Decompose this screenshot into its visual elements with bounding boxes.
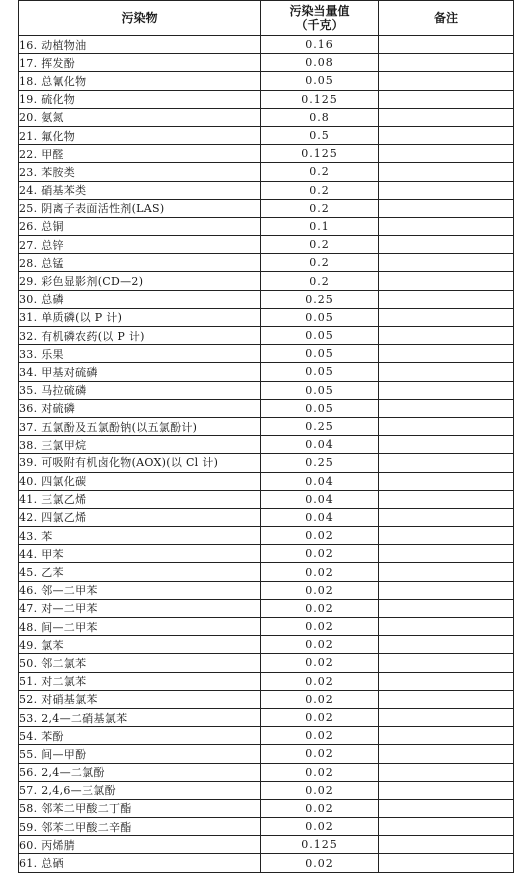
pollutant-name-cell: 42. 四氯乙烯 bbox=[19, 508, 261, 526]
equivalent-value-cell: 0.02 bbox=[261, 672, 379, 690]
pollutant-name-cell: 31. 单质磷(以 P 计) bbox=[19, 308, 261, 326]
table-row bbox=[19, 363, 514, 381]
note-cell bbox=[379, 690, 514, 708]
equivalent-value-cell: 0.05 bbox=[261, 327, 379, 345]
pollutant-name-cell: 29. 彩色显影剂(CD—2) bbox=[19, 272, 261, 290]
note-cell bbox=[379, 563, 514, 581]
table-row bbox=[19, 72, 514, 90]
pollutant-name-cell: 57. 2,4,6—三氯酚 bbox=[19, 781, 261, 799]
note-cell bbox=[379, 527, 514, 545]
note-cell bbox=[379, 672, 514, 690]
table-row bbox=[19, 490, 514, 508]
equivalent-value-cell: 0.125 bbox=[261, 145, 379, 163]
note-cell bbox=[379, 599, 514, 617]
pollutant-name-cell: 16. 动植物油 bbox=[19, 36, 261, 54]
pollutant-name-cell: 46. 邻—二甲苯 bbox=[19, 581, 261, 599]
note-cell bbox=[379, 818, 514, 836]
table-row bbox=[19, 290, 514, 308]
pollutant-name-cell: 37. 五氯酚及五氯酚钠(以五氯酚计) bbox=[19, 417, 261, 435]
equivalent-value-cell: 0.2 bbox=[261, 236, 379, 254]
table-row bbox=[19, 763, 514, 781]
table-row bbox=[19, 745, 514, 763]
table-row bbox=[19, 454, 514, 472]
header-note: 备注 bbox=[379, 1, 514, 36]
equivalent-value-cell: 0.04 bbox=[261, 472, 379, 490]
equivalent-value-cell: 0.2 bbox=[261, 181, 379, 199]
pollutant-name-cell: 48. 间—二甲苯 bbox=[19, 618, 261, 636]
equivalent-value-cell: 0.16 bbox=[261, 36, 379, 54]
note-cell bbox=[379, 199, 514, 217]
note-cell bbox=[379, 126, 514, 144]
table-row bbox=[19, 345, 514, 363]
table-row bbox=[19, 381, 514, 399]
equivalent-value-cell: 0.02 bbox=[261, 527, 379, 545]
table-row bbox=[19, 545, 514, 563]
pollutant-name-cell: 23. 苯胺类 bbox=[19, 163, 261, 181]
pollutant-name-cell: 39. 可吸附有机卤化物(AOX)(以 Cl 计) bbox=[19, 454, 261, 472]
header-equivalent-line2: （千克） bbox=[295, 18, 344, 32]
equivalent-value-cell: 0.04 bbox=[261, 490, 379, 508]
pollutant-name-cell: 47. 对—二甲苯 bbox=[19, 599, 261, 617]
pollutant-name-cell: 49. 氯苯 bbox=[19, 636, 261, 654]
table-row bbox=[19, 799, 514, 817]
table-row bbox=[19, 854, 514, 872]
table-row bbox=[19, 108, 514, 126]
equivalent-value-cell: 0.02 bbox=[261, 545, 379, 563]
pollutant-name-cell: 34. 甲基对硫磷 bbox=[19, 363, 261, 381]
note-cell bbox=[379, 381, 514, 399]
table-body bbox=[19, 36, 514, 873]
equivalent-value-cell: 0.02 bbox=[261, 618, 379, 636]
equivalent-value-cell: 0.02 bbox=[261, 563, 379, 581]
note-cell bbox=[379, 490, 514, 508]
table-row bbox=[19, 781, 514, 799]
equivalent-value-cell: 0.02 bbox=[261, 636, 379, 654]
note-cell bbox=[379, 763, 514, 781]
note-cell bbox=[379, 472, 514, 490]
note-cell bbox=[379, 654, 514, 672]
table-row bbox=[19, 672, 514, 690]
note-cell bbox=[379, 272, 514, 290]
note-cell bbox=[379, 836, 514, 854]
equivalent-value-cell: 0.05 bbox=[261, 363, 379, 381]
table-row bbox=[19, 327, 514, 345]
table-row bbox=[19, 236, 514, 254]
note-cell bbox=[379, 745, 514, 763]
table-row bbox=[19, 581, 514, 599]
equivalent-value-cell: 0.04 bbox=[261, 508, 379, 526]
equivalent-value-cell: 0.25 bbox=[261, 417, 379, 435]
pollutant-name-cell: 61. 总硒 bbox=[19, 854, 261, 872]
note-cell bbox=[379, 454, 514, 472]
equivalent-value-cell: 0.125 bbox=[261, 90, 379, 108]
note-cell bbox=[379, 90, 514, 108]
equivalent-value-cell: 0.08 bbox=[261, 54, 379, 72]
pollutant-name-cell: 21. 氟化物 bbox=[19, 126, 261, 144]
note-cell bbox=[379, 436, 514, 454]
equivalent-value-cell: 0.2 bbox=[261, 272, 379, 290]
equivalent-value-cell: 0.02 bbox=[261, 581, 379, 599]
equivalent-value-cell: 0.8 bbox=[261, 108, 379, 126]
equivalent-value-cell: 0.02 bbox=[261, 763, 379, 781]
equivalent-value-cell: 0.04 bbox=[261, 436, 379, 454]
header-pollutant: 污染物 bbox=[19, 1, 261, 36]
table-row bbox=[19, 599, 514, 617]
table-row bbox=[19, 654, 514, 672]
note-cell bbox=[379, 290, 514, 308]
note-cell bbox=[379, 636, 514, 654]
table-row bbox=[19, 36, 514, 54]
table-row bbox=[19, 308, 514, 326]
table-row bbox=[19, 527, 514, 545]
pollutant-name-cell: 52. 对硝基氯苯 bbox=[19, 690, 261, 708]
pollutant-name-cell: 18. 总氰化物 bbox=[19, 72, 261, 90]
pollutant-name-cell: 28. 总锰 bbox=[19, 254, 261, 272]
pollutant-name-cell: 44. 甲苯 bbox=[19, 545, 261, 563]
pollutant-name-cell: 60. 丙烯腈 bbox=[19, 836, 261, 854]
table-row bbox=[19, 618, 514, 636]
note-cell bbox=[379, 708, 514, 726]
note-cell bbox=[379, 54, 514, 72]
pollutant-name-cell: 53. 2,4—二硝基氯苯 bbox=[19, 708, 261, 726]
pollutant-name-cell: 40. 四氯化碳 bbox=[19, 472, 261, 490]
equivalent-value-cell: 0.02 bbox=[261, 708, 379, 726]
note-cell bbox=[379, 72, 514, 90]
header-equivalent-value bbox=[261, 1, 379, 36]
pollutant-name-cell: 24. 硝基苯类 bbox=[19, 181, 261, 199]
pollutant-name-cell: 25. 阴离子表面活性剂(LAS) bbox=[19, 199, 261, 217]
table-row bbox=[19, 563, 514, 581]
pollutant-name-cell: 58. 邻苯二甲酸二丁酯 bbox=[19, 799, 261, 817]
equivalent-value-cell: 0.02 bbox=[261, 690, 379, 708]
note-cell bbox=[379, 108, 514, 126]
pollutant-name-cell: 32. 有机磷农药(以 P 计) bbox=[19, 327, 261, 345]
pollutant-name-cell: 27. 总锌 bbox=[19, 236, 261, 254]
table-row bbox=[19, 818, 514, 836]
pollutant-name-cell: 41. 三氯乙烯 bbox=[19, 490, 261, 508]
pollutant-name-cell: 55. 间—甲酚 bbox=[19, 745, 261, 763]
note-cell bbox=[379, 508, 514, 526]
table-row bbox=[19, 126, 514, 144]
table-row bbox=[19, 836, 514, 854]
pollutant-name-cell: 50. 邻二氯苯 bbox=[19, 654, 261, 672]
table-row bbox=[19, 199, 514, 217]
equivalent-value-cell: 0.05 bbox=[261, 399, 379, 417]
pollutant-name-cell: 38. 三氯甲烷 bbox=[19, 436, 261, 454]
pollutant-name-cell: 51. 对二氯苯 bbox=[19, 672, 261, 690]
pollutant-name-cell: 45. 乙苯 bbox=[19, 563, 261, 581]
table-row bbox=[19, 436, 514, 454]
note-cell bbox=[379, 217, 514, 235]
pollutant-name-cell: 35. 马拉硫磷 bbox=[19, 381, 261, 399]
table-row bbox=[19, 636, 514, 654]
note-cell bbox=[379, 618, 514, 636]
note-cell bbox=[379, 417, 514, 435]
pollutant-equivalent-table bbox=[18, 0, 514, 873]
table-row bbox=[19, 508, 514, 526]
pollutant-name-cell: 56. 2,4—二氯酚 bbox=[19, 763, 261, 781]
note-cell bbox=[379, 254, 514, 272]
table-row bbox=[19, 145, 514, 163]
note-cell bbox=[379, 236, 514, 254]
note-cell bbox=[379, 581, 514, 599]
note-cell bbox=[379, 854, 514, 872]
table-row bbox=[19, 90, 514, 108]
note-cell bbox=[379, 145, 514, 163]
table-row bbox=[19, 727, 514, 745]
equivalent-value-cell: 0.125 bbox=[261, 836, 379, 854]
table-row bbox=[19, 163, 514, 181]
note-cell bbox=[379, 727, 514, 745]
pollutant-name-cell: 54. 苯酚 bbox=[19, 727, 261, 745]
pollutant-name-cell: 59. 邻苯二甲酸二辛酯 bbox=[19, 818, 261, 836]
note-cell bbox=[379, 345, 514, 363]
pollutant-name-cell: 36. 对硫磷 bbox=[19, 399, 261, 417]
table-row bbox=[19, 417, 514, 435]
note-cell bbox=[379, 363, 514, 381]
table-row bbox=[19, 399, 514, 417]
note-cell bbox=[379, 181, 514, 199]
equivalent-value-cell: 0.5 bbox=[261, 126, 379, 144]
pollutant-name-cell: 26. 总铜 bbox=[19, 217, 261, 235]
pollutant-name-cell: 33. 乐果 bbox=[19, 345, 261, 363]
pollutant-name-cell: 22. 甲醛 bbox=[19, 145, 261, 163]
table-row bbox=[19, 272, 514, 290]
equivalent-value-cell: 0.02 bbox=[261, 818, 379, 836]
equivalent-value-cell: 0.02 bbox=[261, 854, 379, 872]
equivalent-value-cell: 0.05 bbox=[261, 345, 379, 363]
pollutant-name-cell: 20. 氨氮 bbox=[19, 108, 261, 126]
table-row bbox=[19, 254, 514, 272]
equivalent-value-cell: 0.02 bbox=[261, 599, 379, 617]
equivalent-value-cell: 0.2 bbox=[261, 163, 379, 181]
note-cell bbox=[379, 545, 514, 563]
note-cell bbox=[379, 781, 514, 799]
note-cell bbox=[379, 327, 514, 345]
equivalent-value-cell: 0.02 bbox=[261, 799, 379, 817]
equivalent-value-cell: 0.2 bbox=[261, 199, 379, 217]
equivalent-value-cell: 0.25 bbox=[261, 454, 379, 472]
equivalent-value-cell: 0.02 bbox=[261, 781, 379, 799]
note-cell bbox=[379, 163, 514, 181]
pollutant-name-cell: 17. 挥发酚 bbox=[19, 54, 261, 72]
table-header-row bbox=[19, 1, 514, 36]
equivalent-value-cell: 0.02 bbox=[261, 727, 379, 745]
pollutant-name-cell: 30. 总磷 bbox=[19, 290, 261, 308]
table-row bbox=[19, 181, 514, 199]
equivalent-value-cell: 0.02 bbox=[261, 654, 379, 672]
note-cell bbox=[379, 799, 514, 817]
table-row bbox=[19, 217, 514, 235]
equivalent-value-cell: 0.05 bbox=[261, 308, 379, 326]
equivalent-value-cell: 0.02 bbox=[261, 745, 379, 763]
equivalent-value-cell: 0.05 bbox=[261, 381, 379, 399]
note-cell bbox=[379, 36, 514, 54]
equivalent-value-cell: 0.25 bbox=[261, 290, 379, 308]
equivalent-value-cell: 0.05 bbox=[261, 72, 379, 90]
table-row bbox=[19, 708, 514, 726]
header-equivalent-line1: 污染当量值 bbox=[289, 4, 350, 18]
table-row bbox=[19, 690, 514, 708]
note-cell bbox=[379, 399, 514, 417]
note-cell bbox=[379, 308, 514, 326]
equivalent-value-cell: 0.1 bbox=[261, 217, 379, 235]
pollutant-name-cell: 19. 硫化物 bbox=[19, 90, 261, 108]
pollutant-name-cell: 43. 苯 bbox=[19, 527, 261, 545]
table-row bbox=[19, 54, 514, 72]
table-row bbox=[19, 472, 514, 490]
equivalent-value-cell: 0.2 bbox=[261, 254, 379, 272]
